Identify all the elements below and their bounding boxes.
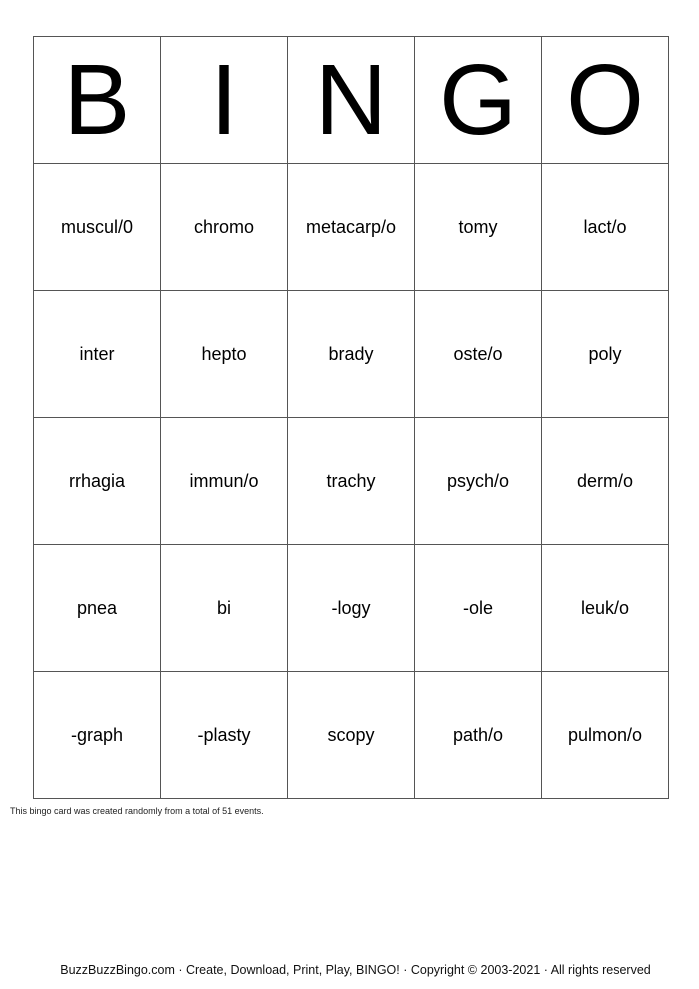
bingo-cell: tomy (415, 164, 542, 291)
bingo-cell: -logy (288, 545, 415, 672)
header-row (34, 37, 669, 164)
bingo-cell: rrhagia (34, 418, 161, 545)
bingo-cell: leuk/o (542, 545, 669, 672)
bingo-cell: chromo (161, 164, 288, 291)
bingo-row (34, 164, 669, 291)
bingo-row (34, 672, 669, 799)
bingo-cell: path/o (415, 672, 542, 799)
bingo-cell: trachy (288, 418, 415, 545)
bingo-cell: -graph (34, 672, 161, 799)
bingo-cell: metacarp/o (288, 164, 415, 291)
bingo-cell: oste/o (415, 291, 542, 418)
header-letter-i: I (161, 37, 288, 164)
header-letter-b: B (34, 37, 161, 164)
bingo-cell: lact/o (542, 164, 669, 291)
bingo-cell: scopy (288, 672, 415, 799)
bingo-cell: bi (161, 545, 288, 672)
bingo-row (34, 418, 669, 545)
header-letter-n: N (288, 37, 415, 164)
card-generation-note: This bingo card was created randomly from a total of 51 events. (10, 806, 264, 816)
bingo-cell: inter (34, 291, 161, 418)
footer-copyright: BuzzBuzzBingo.com · Create, Download, Print, Play, BINGO! · Copyright © 2003-2021 · All rights reserved (60, 963, 651, 977)
bingo-cell: -ole (415, 545, 542, 672)
header-letter-g: G (415, 37, 542, 164)
bingo-row (34, 545, 669, 672)
header-letter-o: O (542, 37, 669, 164)
bingo-cell: immun/o (161, 418, 288, 545)
bingo-cell: brady (288, 291, 415, 418)
bingo-cell: poly (542, 291, 669, 418)
bingo-cell: muscul/0 (34, 164, 161, 291)
bingo-cell: hepto (161, 291, 288, 418)
bingo-cell: pulmon/o (542, 672, 669, 799)
bingo-cell: psych/o (415, 418, 542, 545)
bingo-cell: -plasty (161, 672, 288, 799)
bingo-cell: derm/o (542, 418, 669, 545)
bingo-cell: pnea (34, 545, 161, 672)
bingo-row (34, 291, 669, 418)
bingo-card (33, 36, 669, 799)
